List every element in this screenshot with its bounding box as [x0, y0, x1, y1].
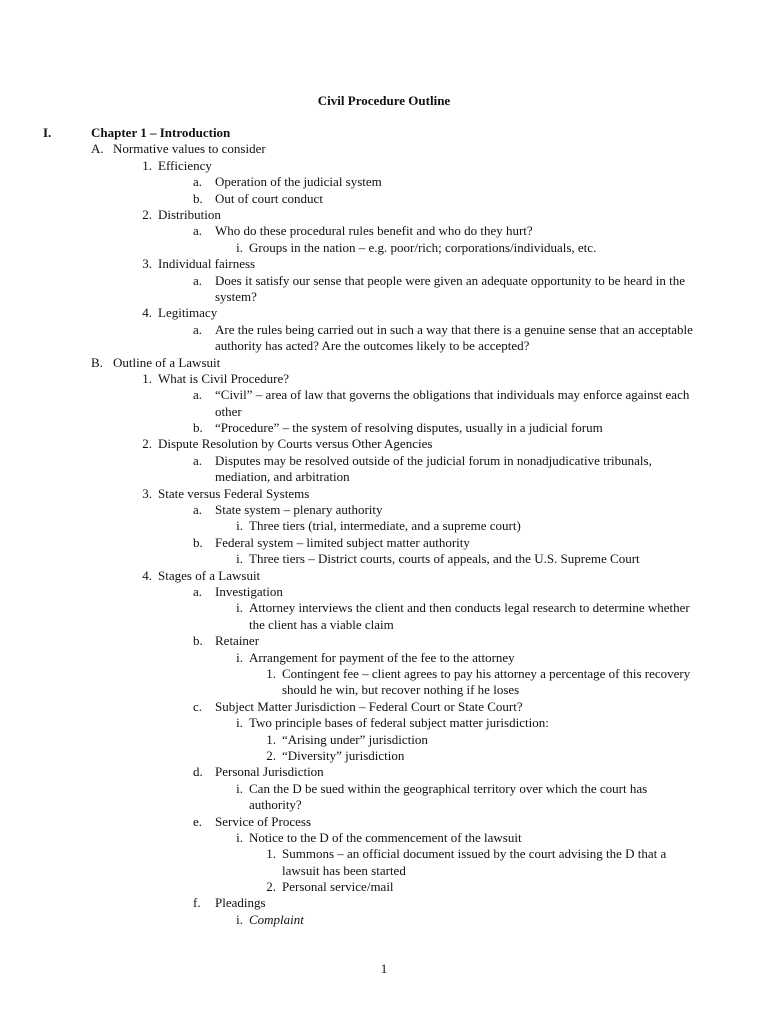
outline-item: [0, 355, 768, 371]
outline-marker: a.: [193, 584, 203, 599]
outline-text: Groups in the nation – e.g. poor/rich; corporations/individuals, etc.: [249, 239, 597, 255]
outline-marker: a.: [193, 387, 203, 403]
outline-marker: 1.: [266, 846, 276, 862]
outline-item: [0, 502, 768, 518]
outline-text: Stages of a Lawsuit: [158, 567, 261, 583]
outline-item: [0, 895, 768, 911]
outline-text: Are the rules being carried out in such a way that there is a genuine sense that an acceptable authority has acted? Are the outcomes likely to be accepted?: [215, 321, 693, 354]
outline-item: [0, 174, 768, 190]
outline-text: Can the D be sued within the geographical territory over which the court has authority?: [249, 780, 648, 813]
outline-marker: 2.: [266, 879, 276, 895]
outline-marker: i.: [236, 600, 243, 616]
outline-item: [0, 518, 768, 534]
outline-text: Two principle bases of federal subject matter jurisdiction:: [249, 715, 549, 731]
outline-item: [0, 600, 768, 633]
outline-item: [0, 191, 768, 207]
outline-text: Chapter 1 – Introduction: [91, 125, 231, 140]
outline-item: [0, 535, 768, 551]
outline-text: Distribution: [158, 206, 221, 222]
outline-item: [0, 436, 768, 452]
outline-marker: 1.: [142, 157, 152, 173]
outline-marker: 2.: [266, 747, 276, 763]
outline-text: Federal system – limited subject matter authority: [215, 534, 470, 550]
outline-marker: 1.: [142, 370, 152, 386]
outline-marker: i.: [236, 239, 243, 255]
outline-text: Pleadings: [215, 895, 266, 911]
outline-marker: i.: [236, 780, 243, 796]
outline-item: [0, 781, 768, 814]
outline-item: [0, 453, 768, 486]
outline-item: [0, 748, 768, 764]
outline-marker: 4.: [142, 305, 152, 321]
outline-marker: a.: [193, 223, 203, 239]
outline-marker: i.: [236, 715, 243, 731]
outline-marker: 1.: [266, 665, 276, 681]
outline-item: [0, 830, 768, 846]
outline-item: [0, 420, 768, 436]
outline-text: Arrangement for payment of the fee to the attorney: [249, 649, 515, 665]
outline-marker: b.: [193, 534, 203, 550]
outline-text: Attorney interviews the client and then conducts legal research to determine whether the client has a viable claim: [249, 600, 690, 632]
outline-text: Legitimacy: [158, 305, 218, 321]
outline-item: [0, 207, 768, 223]
outline-marker: i.: [236, 649, 243, 665]
outline-text: “Civil” – area of law that governs the obligations that individuals may enforce against each other: [215, 387, 690, 419]
outline-marker: 3.: [142, 485, 152, 501]
outline-marker: e.: [193, 813, 203, 829]
outline-item: [0, 305, 768, 321]
outline-text: Retainer: [215, 633, 260, 649]
outline-marker: a.: [193, 502, 203, 518]
outline-text: Contingent fee – client agrees to pay his attorney a percentage of this recovery should he win, but recover nothing if he loses: [282, 665, 691, 698]
outline-item: [0, 732, 768, 748]
outline-marker: 4.: [142, 567, 152, 583]
outline-text: Service of Process: [215, 813, 312, 829]
outline-text: Complaint: [249, 911, 304, 927]
outline-item: [0, 158, 768, 174]
outline-item: [0, 322, 768, 355]
outline-item: [0, 568, 768, 584]
outline-item: [0, 814, 768, 830]
outline-item: [0, 141, 768, 157]
outline-marker: a.: [193, 174, 203, 190]
outline-item: [0, 699, 768, 715]
outline-marker: i.: [236, 911, 243, 927]
outline-marker: B.: [91, 354, 103, 370]
outline-text: Personal Jurisdiction: [215, 764, 324, 780]
outline-item: [0, 240, 768, 256]
outline-marker: 2.: [142, 436, 152, 452]
outline-item: [0, 371, 768, 387]
outline-list: [0, 125, 768, 928]
outline-text: Does it satisfy our sense that people were given an adequate opportunity to be heard in the system?: [215, 272, 686, 304]
outline-text: Three tiers – District courts, courts of appeals, and the U.S. Supreme Court: [249, 551, 640, 567]
outline-text: Notice to the D of the commencement of the lawsuit: [249, 829, 522, 845]
outline-marker: i.: [236, 829, 243, 845]
outline-text: Personal service/mail: [282, 879, 394, 895]
outline-item: [0, 273, 768, 306]
outline-item: [0, 650, 768, 666]
outline-text: Disputes may be resolved outside of the judicial forum in nonadjudicative tribunals, mediation, and arbitration: [215, 452, 652, 485]
outline-text: Normative values to consider: [113, 141, 266, 157]
outline-marker: d.: [193, 764, 203, 780]
outline-text: Who do these procedural rules benefit and who do they hurt?: [215, 223, 533, 239]
outline-item: [0, 256, 768, 272]
outline-item: [0, 633, 768, 649]
outline-text: State system – plenary authority: [215, 502, 383, 518]
page-number: 1: [380, 961, 388, 976]
outline-marker: c.: [193, 698, 203, 714]
outline-item: [0, 486, 768, 502]
outline-marker: a.: [193, 272, 203, 288]
outline-text: What is Civil Procedure?: [158, 370, 290, 386]
outline-text: Three tiers (trial, intermediate, and a supreme court): [249, 518, 521, 534]
outline-marker: 3.: [142, 256, 152, 272]
outline-item: [0, 223, 768, 239]
outline-marker: i.: [236, 518, 243, 534]
document-title: Civil Procedure Outline: [317, 93, 451, 108]
outline-item: [0, 666, 768, 699]
outline-marker: b.: [193, 633, 203, 649]
outline-marker: 2.: [142, 206, 152, 222]
outline-item: [0, 551, 768, 567]
outline-text: Investigation: [215, 584, 283, 599]
outline-item: [0, 584, 768, 600]
outline-text: Operation of the judicial system: [215, 174, 382, 190]
outline-marker: 1.: [266, 731, 276, 747]
outline-marker: i.: [236, 551, 243, 567]
outline-text: Dispute Resolution by Courts versus Other Agencies: [158, 436, 433, 452]
outline-item: [0, 387, 768, 420]
outline-item: [0, 879, 768, 895]
outline-marker: I.: [43, 125, 52, 140]
outline-text: “Diversity” jurisdiction: [282, 747, 405, 763]
outline-text: Outline of a Lawsuit: [113, 354, 221, 370]
outline-item: [0, 764, 768, 780]
outline-text: Subject Matter Jurisdiction – Federal Court or State Court?: [215, 698, 523, 714]
outline-item: [0, 846, 768, 879]
outline-marker: a.: [193, 321, 203, 337]
outline-item: [0, 912, 768, 928]
outline-text: Efficiency: [158, 157, 212, 173]
outline-text: Summons – an official document issued by the court advising the D that a lawsuit has been started: [282, 846, 667, 878]
outline-marker: b.: [193, 420, 203, 436]
outline-marker: A.: [91, 141, 104, 157]
outline-text: “Arising under” jurisdiction: [282, 731, 428, 747]
outline-marker: b.: [193, 190, 203, 206]
outline-marker: a.: [193, 452, 203, 468]
outline-text: Individual fairness: [158, 256, 256, 272]
outline-text: State versus Federal Systems: [158, 485, 310, 501]
outline-item: [0, 125, 768, 141]
outline-marker: f.: [193, 895, 201, 911]
outline-text: Out of court conduct: [215, 190, 323, 206]
outline-item: [0, 715, 768, 731]
outline-text: “Procedure” – the system of resolving disputes, usually in a judicial forum: [215, 420, 603, 436]
